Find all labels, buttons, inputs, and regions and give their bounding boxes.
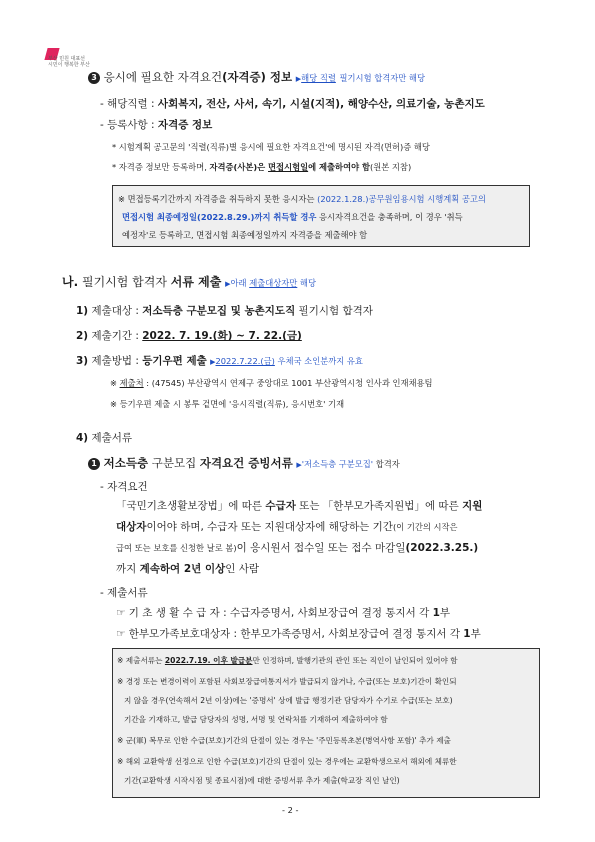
item-2: 2) 제출기간 : 2022. 7. 19.(화) ~ 7. 22.(금): [76, 330, 302, 342]
section-3-number: 3: [88, 72, 100, 84]
item-3-sub-2: ※ 등기우편 제출 시 봉투 겉면에 '응시직렬(직류), 응시번호' 기재: [110, 399, 345, 409]
requirement-label: - 자격요건: [100, 481, 148, 493]
notice-2-line-7: 기간(교환학생 시작시점 및 종료시점)에 대한 증빙서류 추가 제출(학교장 직인 날인): [124, 776, 400, 785]
pointing-hand-icon: ☞: [116, 607, 126, 619]
section-3-title-b: (자격증) 정보: [222, 70, 293, 84]
requirement-line-3: 급여 또는 보호를 신청한 날로 봄)이 응시원서 접수일 또는 접수 마감일(2022.3.25.): [116, 542, 479, 554]
notice-2-line-3: 지 않을 경우(연속해서 2년 이상)에는 '증명서' 상에 발급 행정기관 담당자가 수기로 수급(또는 보호): [124, 696, 453, 705]
note-arrow-icon: ▶: [210, 358, 216, 366]
category-1-heading: 1 저소득층 구분모집 자격요건 증빙서류 ▶'저소득층 구분모집' 합격자: [88, 455, 400, 471]
notice-2-line-5: ※ 군(軍) 복무로 인한 수급(보호)기간의 단절이 있는 경우는 '주민등록초본(병역사항 포함)' 추가 제출: [117, 736, 451, 745]
section-3-heading: [88, 69, 425, 85]
logo-sub: 시민이 행복한 부산: [48, 62, 90, 68]
requirement-line-1: 「국민기초생활보장법」에 따른 수급자 또는 「한부모가족지원법」에 따른 지원: [116, 500, 483, 512]
notice-1-line-1: ※ 면접등록기간까지 자격증을 취득하지 못한 응시자는 (2022.1.28.)공무원임용시험 시행계획 공고의: [118, 194, 486, 204]
logo-name: 부산 민원 대표선: [48, 56, 85, 62]
item-1: 1) 제출대상 : 저소득층 구분모집 및 농촌지도직 필기시험 합격자: [76, 305, 373, 317]
notice-2-line-2: ※ 경정 또는 변경이력이 포함된 사회보장급여통지서가 발급되지 않거나, 수급(또는 보호)기간이 확인되: [117, 677, 457, 686]
section-3-title-a: 응시에 필요한 자격요건: [103, 70, 223, 84]
doc-item-1: ☞ 기 초 생 활 수 급 자 : 수급자증명서, 사회보장급여 결정 통지서 각 1부: [116, 607, 451, 619]
note-arrow-icon: ▶: [296, 461, 302, 469]
field-value: 사회복지, 전산, 사서, 속기, 시설(지적), 해양수산, 의료기술, 농촌지도: [157, 98, 485, 110]
field-label: - 해당직렬 :: [100, 98, 155, 110]
notice-2-line-6: ※ 해외 교환학생 선정으로 인한 수급(보호)기간의 단절이 있는 경우에는 교환학생으로서 해외에 체류한: [117, 757, 457, 766]
reg-line: [100, 117, 212, 132]
item-3-sub-1: ※ 제출처 : (47545) 부산광역시 연제구 중앙대로 1001 부산광역시청 인사과 인재채용팀: [110, 378, 433, 388]
reg-value: 자격증 정보: [157, 119, 213, 131]
notice-1-line-3: 예정자'로 등록하고, 면접시험 최종예정일까지 자격증을 제출해야 함: [122, 230, 368, 240]
item-3: 3) 제출방법 : 등기우편 제출 ▶2022.7.22.(금) 우체국 소인분까지 유효: [76, 355, 363, 367]
reg-label: - 등록사항 :: [100, 119, 155, 131]
note-arrow-icon: ▶: [225, 280, 231, 288]
logo: [46, 46, 88, 72]
notice-2-line-4: 기간을 기재하고, 발급 담당자의 성명, 서명 및 연락처를 기재하여 제출하여야 함: [124, 715, 388, 724]
section-na-heading: 나. 필기시험 합격자 서류 제출 ▶아래 제출대상자만 해당: [62, 275, 316, 289]
requirement-line-2: 대상자이어야 하며, 수급자 또는 지원대상자에 해당하는 기간(이 기간의 시작은: [116, 521, 458, 533]
section-3-note-rest: 필기시험 합격자만 해당: [339, 73, 425, 83]
requirement-line-4: 까지 계속하여 2년 이상인 사람: [116, 563, 260, 575]
field-line: [100, 96, 485, 111]
section-na-label: 나.: [62, 275, 79, 289]
pointing-hand-icon: ☞: [116, 628, 126, 640]
docs-label: - 제출서류: [100, 587, 148, 599]
s3-bullet-1: * 시험계획 공고문의 '직렬(직류)별 응시에 필요한 자격요건'에 명시된 자격(면허)증 해당: [112, 142, 430, 152]
category-1-number: 1: [88, 458, 100, 470]
doc-item-2: ☞ 한부모가족보호대상자 : 한부모가족증명서, 사회보장급여 결정 통지서 각 1부: [116, 628, 481, 640]
notice-2-line-1: ※ 제출서류는 2022.7.19. 이후 발급분만 인정하며, 발행기관의 관인 또는 직인이 날인되어 있어야 함: [117, 656, 458, 665]
s3-bullet-2: * 자격증 정보만 등록하며, 자격증(사본)은 면접시험일에 제출하여야 함(원본 지참): [112, 162, 412, 172]
notice-1-line-2: 면접시험 최종예정일(2022.8.29.)까지 취득할 경우 응시자격요건을 충족하며, 이 경우 '취득: [122, 212, 463, 222]
section-3-note: 해당 직렬: [301, 73, 336, 83]
note-arrow-icon: ▶: [295, 75, 302, 83]
section-na-title-b: 서류 제출: [170, 275, 222, 289]
section-na-title-a: 필기시험 합격자: [81, 275, 171, 289]
page-number: - 2 -: [282, 805, 299, 815]
item-4: 4) 제출서류: [76, 432, 133, 444]
